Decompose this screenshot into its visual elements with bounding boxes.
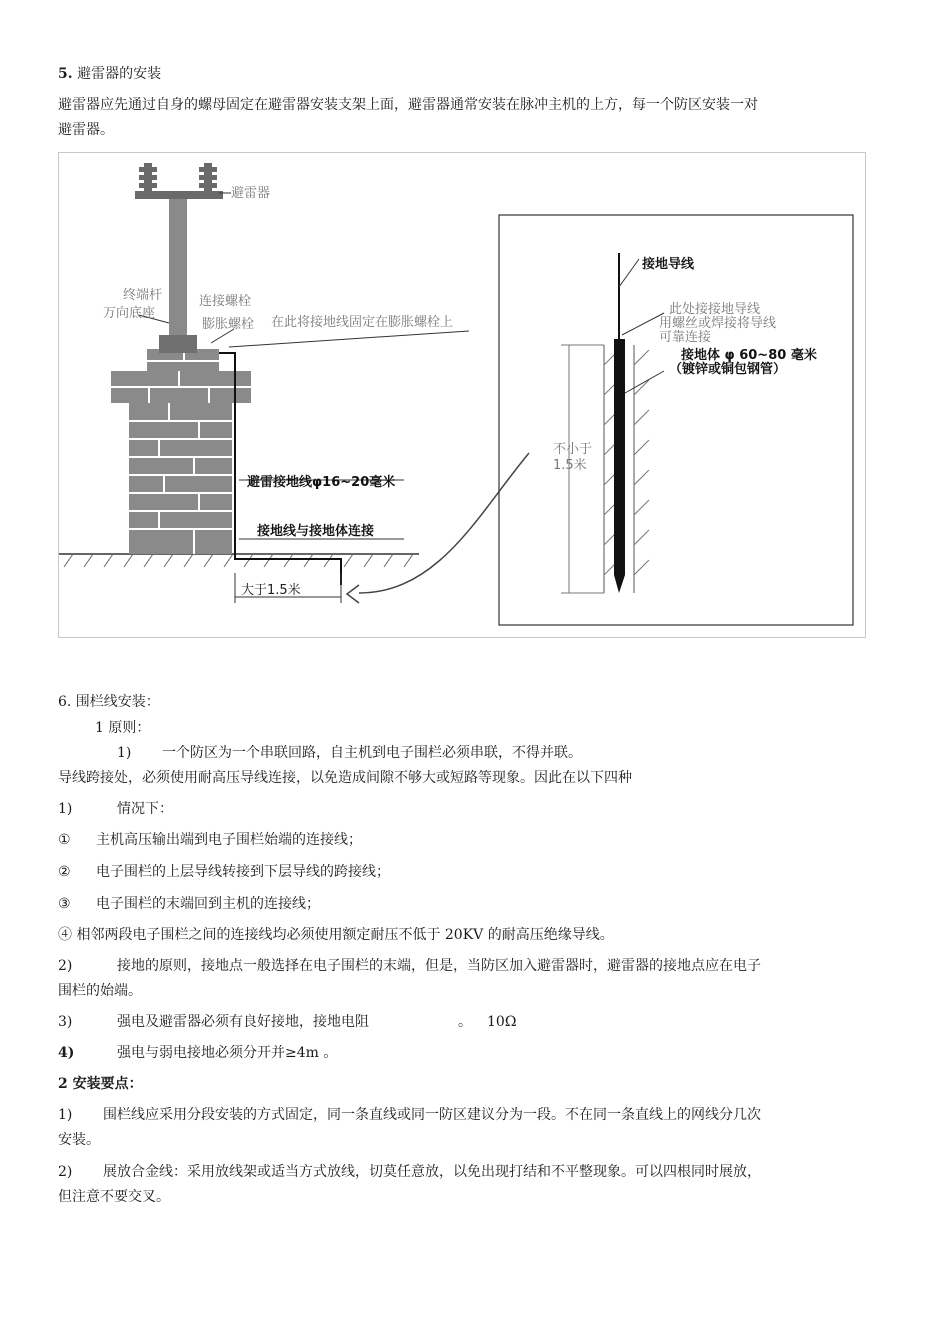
label-arrester: 避雷器 xyxy=(231,186,271,201)
terminal-pole xyxy=(169,195,187,353)
section-5-para-line2: 避雷器。 xyxy=(58,122,114,138)
figure-drawing xyxy=(59,153,865,637)
label-ground-conductor: 接地导线 xyxy=(642,257,695,272)
principle-heading: 1 原则： xyxy=(95,720,151,736)
case-1-mark: ① xyxy=(58,832,71,848)
section-5-number: 5 xyxy=(58,66,68,82)
label-wire-body-connect: 接地线与接地体连接 xyxy=(257,524,375,539)
label-here-line2: 用螺丝或焊接将导线 xyxy=(659,316,777,331)
section-5-para-line1: 避雷器应先通过自身的螺母固定在避雷器安装支架上面，避雷器通常安装在脉冲主机的上方，每一个防区安装一对 xyxy=(58,97,758,113)
ground-rod xyxy=(614,339,625,593)
section-6-heading: 6. 围栏线安装： xyxy=(58,694,160,710)
item-3-number: 3) xyxy=(58,1014,73,1030)
item-4-number: 4) xyxy=(58,1045,75,1061)
label-body-line2: （镀锌或铜包钢管） xyxy=(669,362,787,377)
label-universal-base: 万向底座 xyxy=(103,306,156,321)
section-5-heading: 5. 避雷器的安装 xyxy=(58,66,162,82)
detail-box xyxy=(499,215,853,625)
item-3-dot: 。 xyxy=(458,1014,472,1030)
case-3-mark: ③ xyxy=(58,896,71,912)
label-here-line3: 可靠连接 xyxy=(659,330,712,345)
label-here-line1: 此处接接地导线 xyxy=(669,302,761,317)
point-1-number: 1) xyxy=(58,1107,73,1123)
arrester-insulators xyxy=(135,163,223,199)
brick-pillar xyxy=(111,349,251,554)
point-1-line1: 围栏线应采用分段安装的方式固定，同一条直线或同一防区建议分为一段。不在同一条直线上的网线分几次 xyxy=(103,1107,761,1123)
item-2-line1: 接地的原则，接地点一般选择在电子围栏的末端，但是，当防区加入避雷器时，避雷器的接地点应在电子 xyxy=(117,958,761,974)
label-not-less-1: 不小于 xyxy=(553,442,593,457)
label-terminal-pole: 终端杆 xyxy=(123,288,163,303)
case-2-mark: ② xyxy=(58,864,71,880)
point-2-line2: 但注意不要交叉。 xyxy=(58,1189,170,1205)
line-a: 导线跨接处，必须使用耐高压导线连接，以免造成间隙不够大或短路等现象。因此在以下四种 xyxy=(58,770,632,786)
label-ground-wire: 避雷接地线φ16~20毫米 xyxy=(247,475,396,490)
label-greater-than: 大于1.5米 xyxy=(241,583,301,598)
item-3-text: 强电及避雷器必须有良好接地，接地电阻 xyxy=(117,1014,369,1030)
label-connect-bolt: 连接螺栓 xyxy=(199,294,252,309)
section-5-title: 避雷器的安装 xyxy=(77,66,162,82)
item-3-value: 10Ω xyxy=(487,1014,517,1030)
label-body-line1: 接地体 φ 60~80 毫米 xyxy=(681,348,817,363)
label-expansion-bolt: 膨胀螺栓 xyxy=(202,317,255,332)
point-2-number: 2) xyxy=(58,1164,73,1180)
case-2-text: 电子围栏的上层导线转接到下层导线的跨接线； xyxy=(96,864,390,880)
label-fix-note: 在此将接地线固定在膨胀螺栓上 xyxy=(271,315,454,330)
item-1-number: 1) xyxy=(117,745,132,761)
label-not-less-2: 1.5米 xyxy=(553,458,587,473)
item-2-line2: 围栏的始端。 xyxy=(58,983,142,999)
item-2-number: 2) xyxy=(58,958,73,974)
item-b-number: 1) xyxy=(58,801,73,817)
case-1-text: 主机高压输出端到电子围栏始端的连接线； xyxy=(96,832,362,848)
section-2-heading: 2 安装要点： xyxy=(58,1076,143,1092)
case-3-text: 电子围栏的末端回到主机的连接线； xyxy=(96,896,320,912)
item-4-text: 强电与弱电接地必须分开并≥4m 。 xyxy=(117,1045,338,1061)
arrester-installation-figure xyxy=(58,152,866,638)
item-b-text: 情况下： xyxy=(117,801,173,817)
point-2-line1: 展放合金线：采用放线架或适当方式放线，切莫任意放，以免出现打结和不平整现象。可以四根同时展放， xyxy=(103,1164,761,1180)
case-4-text: ④ 相邻两段电子围栏之间的连接线均必须使用额定耐压不低于 20KV 的耐高压绝缘导线。 xyxy=(58,927,614,943)
item-1-text: 一个防区为一个串联回路，自主机到电子围栏必须串联，不得并联。 xyxy=(162,745,582,761)
point-1-line2: 安装。 xyxy=(58,1132,100,1148)
